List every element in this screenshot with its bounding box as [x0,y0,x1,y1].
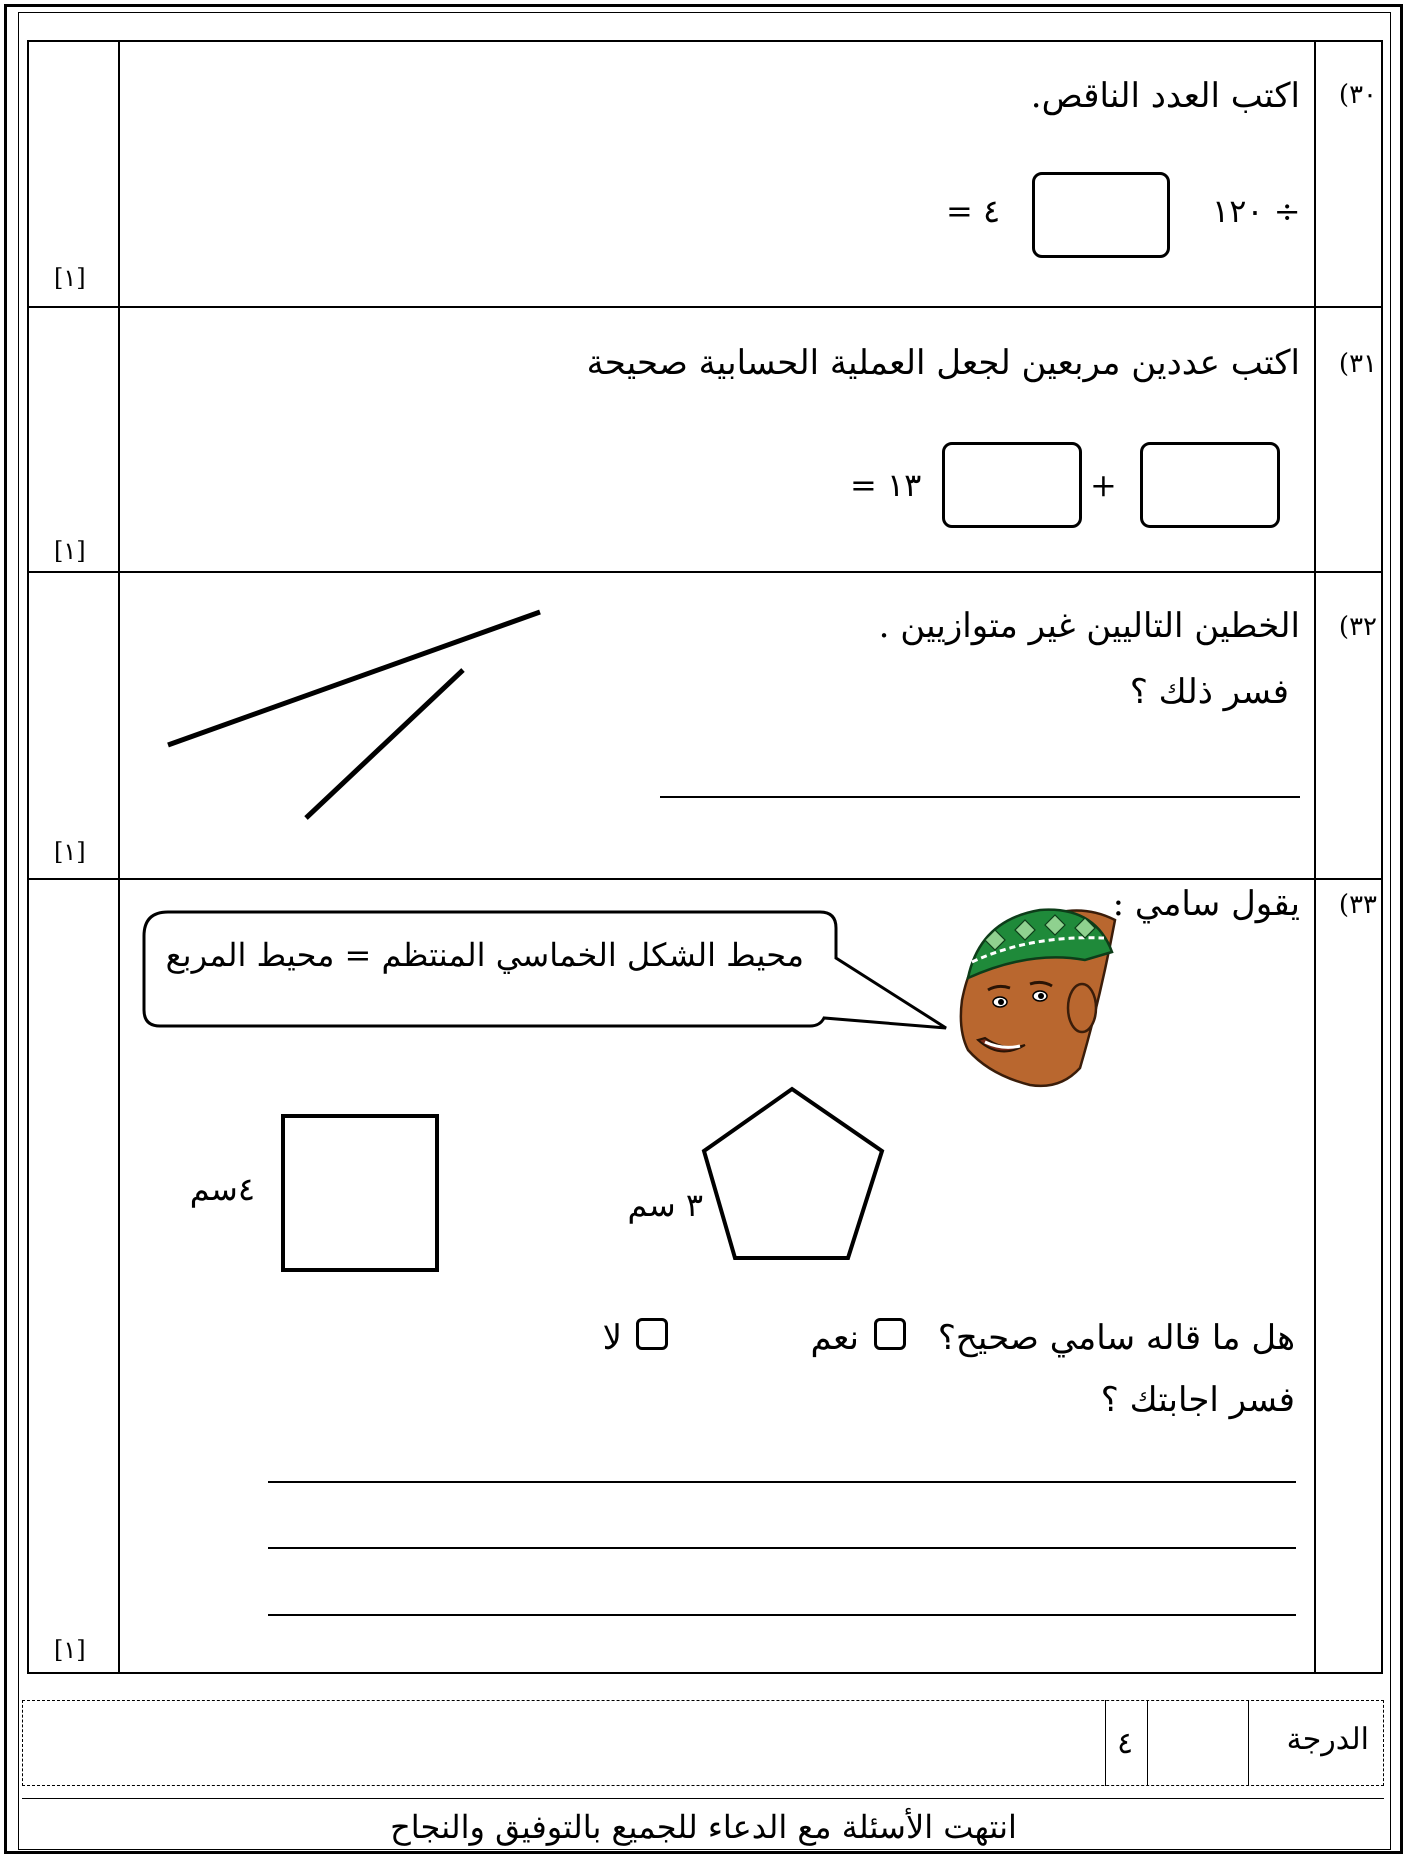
pentagon-side-label: ٣ سم [627,1186,703,1224]
yes-label: نعم [810,1318,859,1358]
square-shape [281,1114,439,1272]
equation-right: = ٤ [946,192,1001,230]
mark-label: [١] [54,1636,86,1664]
grade-divider-3 [1147,1700,1148,1786]
mark-label: [١] [54,537,86,565]
grade-label: الدرجة [1286,1722,1369,1757]
grade-divider-1 [1105,1700,1106,1786]
speech-text: محيط الشكل الخماسي المنتظم = محيط المربع [165,936,804,974]
grade-total: ٤ [1116,1726,1134,1761]
explain-prompt: فسر اجابتك ؟ [1100,1380,1295,1420]
no-label: لا [602,1318,622,1358]
question-prompt: هل ما قاله سامي صحيح؟ [937,1318,1295,1358]
grade-divider-2 [1248,1700,1249,1786]
question-number: ٣٢) [1338,612,1377,642]
square-side-label: ٤سم [189,1170,255,1208]
question-text: اكتب عددين مربعين لجعل العملية الحسابية صحيحة [586,343,1300,383]
footer-text: انتهت الأسئلة مع الدعاء للجميع بالتوفيق والنجاح [390,1808,1017,1846]
question-text: اكتب العدد الناقص. [1030,76,1300,116]
question-subtext: فسر ذلك ؟ [1129,672,1289,712]
mark-label: [١] [54,838,86,866]
mark-label: [١] [54,264,86,292]
question-number: ٣٠) [1338,80,1377,110]
yes-checkbox[interactable] [874,1318,906,1350]
grade-score-field[interactable] [1160,1718,1240,1768]
question-text: يقول سامي : [1112,884,1300,924]
footer-divider [22,1798,1384,1799]
answer-line-2[interactable] [268,1547,1296,1549]
answer-line-3[interactable] [268,1614,1296,1616]
no-checkbox[interactable] [636,1318,668,1350]
equation-right: = ١٣ [850,466,922,504]
plus-sign: + [1090,466,1117,504]
question-number: ٣١) [1338,349,1377,379]
answer-line-1[interactable] [268,1481,1296,1483]
question-text: الخطين التاليين غير متوازيين . [878,606,1300,646]
question-number: ٣٣) [1338,890,1377,920]
equation-left: ١٢٠ ÷ [1212,192,1301,230]
